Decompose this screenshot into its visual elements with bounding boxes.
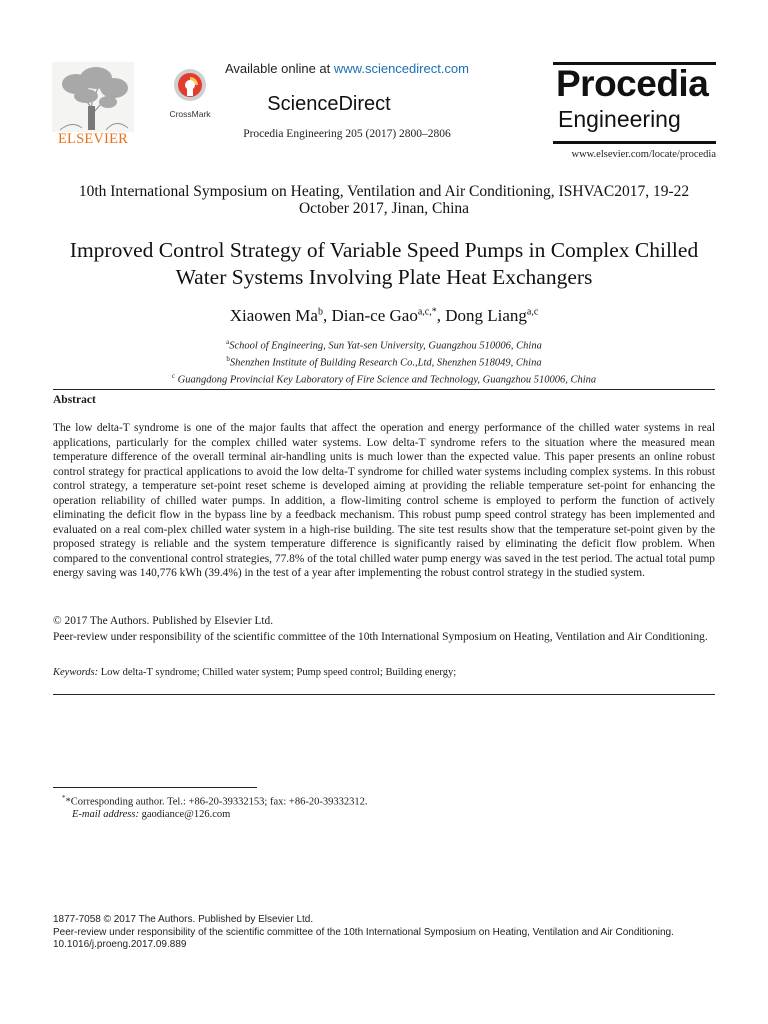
procedia-subtitle: Engineering [558,106,681,132]
author-name: Dong Liang [445,306,527,325]
available-prefix: Available online at [224,61,334,76]
author-affiliation-mark: b [317,306,323,318]
procedia-title: Procedia [556,63,709,104]
peer-review-note: Peer-review under responsibility of the scientific committee of the 10th International Symposium on Heating, Ventilation and Air Conditioning. [53,631,708,643]
email-footnote [72,809,230,820]
author-name: Dian-ce Gao [331,306,418,325]
corresponding-author-footnote [62,794,367,808]
affiliation-mark: a [226,338,230,346]
paper-title: Improved Control Strategy of Variable Speed Pumps in Complex Chilled Water Systems Involving Plate Heat Exchangers [69,238,699,289]
affiliation-mark: b [226,355,230,363]
footnote-rule [53,787,257,788]
author-separator: , [436,306,446,325]
abstract-heading: Abstract [53,394,96,406]
doi-line[interactable]: 10.1016/j.proeng.2017.09.889 [53,939,187,950]
affiliation-line [100,370,668,387]
sciencedirect-wordmark: ScienceDirect [267,93,391,115]
affiliation-list [100,336,668,387]
author-separator: , [322,306,332,325]
bottom-peer-review: Peer-review under responsibility of the scientific committee of the 10th International Symposium on Heating, Ventilation and Air Conditioning. [53,926,674,938]
affiliation-text: Guangdong Provincial Key Laboratory of Fire Science and Technology, Guangzhou 510006, China [174,374,597,386]
affiliation-line [100,336,668,353]
keywords-line [53,667,715,678]
journal-citation: Procedia Engineering 205 (2017) 2800–2806 [243,128,451,140]
journal-url[interactable]: www.elsevier.com/locate/procedia [571,149,716,160]
affiliation-text: Shenzhen Institute of Building Research Co.,Ltd, Shenzhen 518049, China [229,357,542,369]
abstract-top-rule [53,389,715,390]
conference-line: 10th International Symposium on Heating, Ventilation and Air Conditioning, ISHVAC2017, 19-22 October 2017, Jinan, China [78,183,690,217]
footnote-mark: * [62,794,66,802]
abstract-body: The low delta-T syndrome is one of the major faults that affect the operation and energy performance of the chilled water systems in real applications, particularly for the complex chilled water systems. Low delta-T syndrome refers to the situation where the measured mean temperature difference of the overall terminal air-handling units is much lower than the expected value. This paper presents an online robust control strategy for practical applications to avoid the low delta-T syndrome for chilled water systems including complex systems. In this robust control strategy, a temperature set-point reset scheme is developed aiming at providing the reliable temperature set-point for enhancing the operation reliability of chilled water pumps. In addition, a flow-limiting control scheme is employed to perform the function of actively eliminating the deficit flow in the bypass line by a feedback mechanism. This robust pump speed control strategy has been implemented and evaluated on a real com-plex chilled water system in a high-rise building. The site test results show that the temperature set-point given by the proposed strategy is reliable and the system temperature difference is significantly raised by eliminating the deficit flow problem. When compared to the conventional control strategies, 77.8% of the total chilled water pump energy was saved in the test period. The actual total pump energy saving was 140,776 kWh (39.4%) in the test of a year after implementing the robust control strategy in the studied system. [53,422,715,579]
affiliation-mark: c [171,372,175,380]
crossmark-label: CrossMark [169,109,211,119]
keywords-label: Keywords: [53,667,99,678]
copyright-line: © 2017 The Authors. Published by Elsevier Ltd. [53,615,274,627]
corresponding-text: * [65,796,71,808]
elsevier-wordmark: ELSEVIER [57,131,129,147]
issn-line: 1877-7058 © 2017 The Authors. Published by Elsevier Ltd. [53,914,314,925]
sciencedirect-link[interactable]: www.sciencedirect.com [333,61,469,76]
author-affiliation-mark: a,c [526,306,539,318]
email-label: E-mail address: [72,809,139,820]
bottom-legal-block [53,914,693,952]
elsevier-tree-icon [52,62,134,132]
keywords-text: Low delta-T syndrome; Chilled water system; Pump speed control; Building energy; [98,667,457,678]
author-affiliation-mark: a,c,* [417,306,437,318]
author-name: Xiaowen Ma [229,306,318,325]
author-list [100,306,668,326]
affiliation-line [100,353,668,370]
affiliation-text: School of Engineering, Sun Yat-sen University, Guangzhou 510006, China [229,340,542,352]
abstract-bottom-rule [53,694,715,695]
email-address[interactable]: gaodiance@126.com [138,809,231,820]
corresponding-details: Corresponding author. Tel.: +86-20-39332153; fax: +86-20-39332312. [70,796,368,808]
available-online-line [200,61,494,76]
